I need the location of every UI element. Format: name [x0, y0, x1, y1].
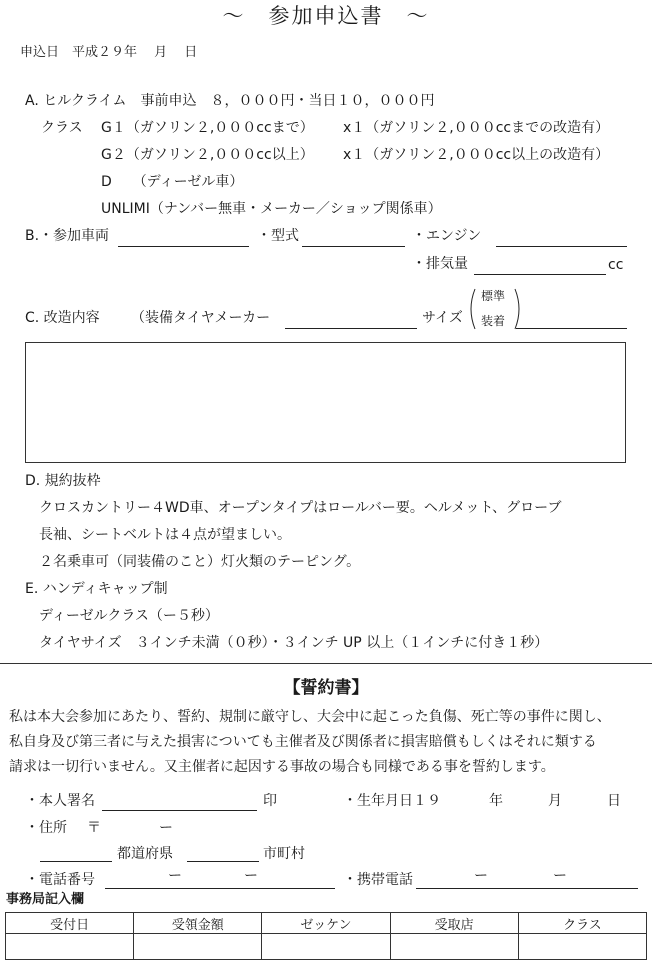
- tire-maker-field[interactable]: [285, 328, 417, 329]
- displacement-field[interactable]: [474, 274, 606, 275]
- engine-label: ・エンジン: [412, 228, 482, 244]
- model-label: ・型式: [257, 228, 299, 244]
- office-use-table: [5, 912, 647, 960]
- phone-dash-1: ー: [168, 868, 182, 884]
- class-unlimi: UNLIMI（ナンバー無車・メーカー／ショップ関係車）: [101, 201, 442, 217]
- mobile-label: ・携帯電話: [343, 872, 413, 888]
- mobile-dash-1: ー: [474, 868, 488, 884]
- class-cell[interactable]: [518, 934, 646, 960]
- phone-label: ・電話番号: [25, 872, 95, 888]
- class-g2: G２（ガソリン２,０００cc以上）: [101, 147, 314, 163]
- engine-field[interactable]: [496, 246, 627, 247]
- regulations-label: D. 規約抜枠: [25, 473, 101, 489]
- vehicle-label: B.・参加車両: [25, 228, 110, 244]
- number-cell[interactable]: [262, 934, 390, 960]
- reception-date-cell[interactable]: [6, 934, 134, 960]
- handicap-text-1: ディーゼルクラス（ー５秒）: [39, 608, 219, 624]
- class-g1: G１（ガソリン２,０００ccまで）: [101, 120, 314, 136]
- pledge-line-1: 私は本大会参加にあたり、誓約、規制に厳守し、大会中に起こった負傷、死亡等の事件に関し、: [9, 709, 611, 725]
- section-a-heading: A. ヒルクライム 事前申込 ８，０００円・当日１０，０００円: [25, 93, 435, 109]
- class-label: クラス: [41, 120, 83, 136]
- prefecture-field[interactable]: [40, 861, 112, 862]
- displacement-label: ・排気量: [412, 256, 468, 272]
- office-header-row: [6, 913, 647, 934]
- model-field[interactable]: [302, 246, 405, 247]
- city-field[interactable]: [187, 861, 259, 862]
- modification-label: C. 改造内容: [25, 310, 100, 326]
- prefecture-label: 都道府県: [117, 846, 173, 862]
- cc-unit: cc: [608, 257, 624, 273]
- amount-received-cell[interactable]: [134, 934, 262, 960]
- pledge-line-2: 私自身及び第三者に与えた損害についても主催者及び関係者に損害賠償もしくはそれに類する: [9, 734, 597, 750]
- class-header: クラス: [518, 913, 646, 934]
- tire-size-field[interactable]: [516, 328, 627, 329]
- modification-details-box[interactable]: [25, 342, 626, 463]
- reception-date-header: 受付日: [6, 913, 134, 934]
- vehicle-field[interactable]: [118, 246, 249, 247]
- regulation-text-1: クロスカントリー４WD車、オープンタイプはロールバー要。ヘルメット、グローブ: [39, 500, 562, 516]
- tire-size-label: サイズ: [422, 310, 463, 326]
- equipped-option[interactable]: 装着: [481, 314, 506, 328]
- handicap-label: E. ハンディキャップ制: [25, 581, 168, 597]
- signature-field[interactable]: [102, 810, 257, 811]
- postal-dash: ー: [159, 820, 173, 836]
- application-date: 申込日 平成２９年 月 日: [20, 45, 198, 60]
- regulation-text-2: 長袖、シートベルトは４点が望ましい。: [39, 527, 291, 543]
- tire-maker-label: （装備タイヤメーカー: [131, 310, 271, 326]
- receiving-store-cell[interactable]: [390, 934, 518, 960]
- class-d: D （ディーゼル車）: [101, 174, 244, 190]
- address-label: ・住所: [25, 820, 67, 836]
- class-x1-g1: x１（ガソリン２,０００ccまでの改造有）: [343, 120, 610, 136]
- seal-mark: 印: [263, 793, 277, 809]
- standard-option[interactable]: 標準: [481, 289, 506, 303]
- pledge-line-3: 請求は一切行いません。又主催者に起因する事故の場合も同様である事を誓約します。: [9, 759, 555, 775]
- class-x1-g2: x１（ガソリン２,０００cc以上の改造有）: [343, 147, 610, 163]
- birth-month-unit: 月: [548, 793, 562, 809]
- divider: [0, 663, 652, 664]
- phone-field[interactable]: [105, 888, 335, 889]
- pledge-title: 【誓約書】: [283, 678, 369, 698]
- regulation-text-3: ２名乗車可（同装備のこと）灯火類のテーピング。: [39, 554, 361, 570]
- city-label: 市町村: [263, 846, 305, 862]
- office-entry-row: [6, 934, 647, 960]
- office-use-title: 事務局記入欄: [6, 892, 85, 907]
- birth-year-unit: 年: [489, 793, 503, 809]
- postal-mark: 〒: [87, 820, 101, 836]
- handicap-text-2: タイヤサイズ ３インチ未満（０秒）・３インチ UP 以上（１インチに付き１秒）: [39, 635, 549, 651]
- amount-received-header: 受領金額: [134, 913, 262, 934]
- birth-date-label: ・生年月日１９: [343, 793, 441, 809]
- mobile-field[interactable]: [416, 888, 638, 889]
- mobile-dash-2: ー: [553, 868, 567, 884]
- birth-day-unit: 日: [607, 793, 621, 809]
- phone-dash-2: ー: [244, 868, 258, 884]
- signature-label: ・本人署名: [25, 793, 95, 809]
- form-title: ～ 参加申込書 ～: [222, 4, 430, 28]
- number-header: ゼッケン: [262, 913, 390, 934]
- receiving-store-header: 受取店: [390, 913, 518, 934]
